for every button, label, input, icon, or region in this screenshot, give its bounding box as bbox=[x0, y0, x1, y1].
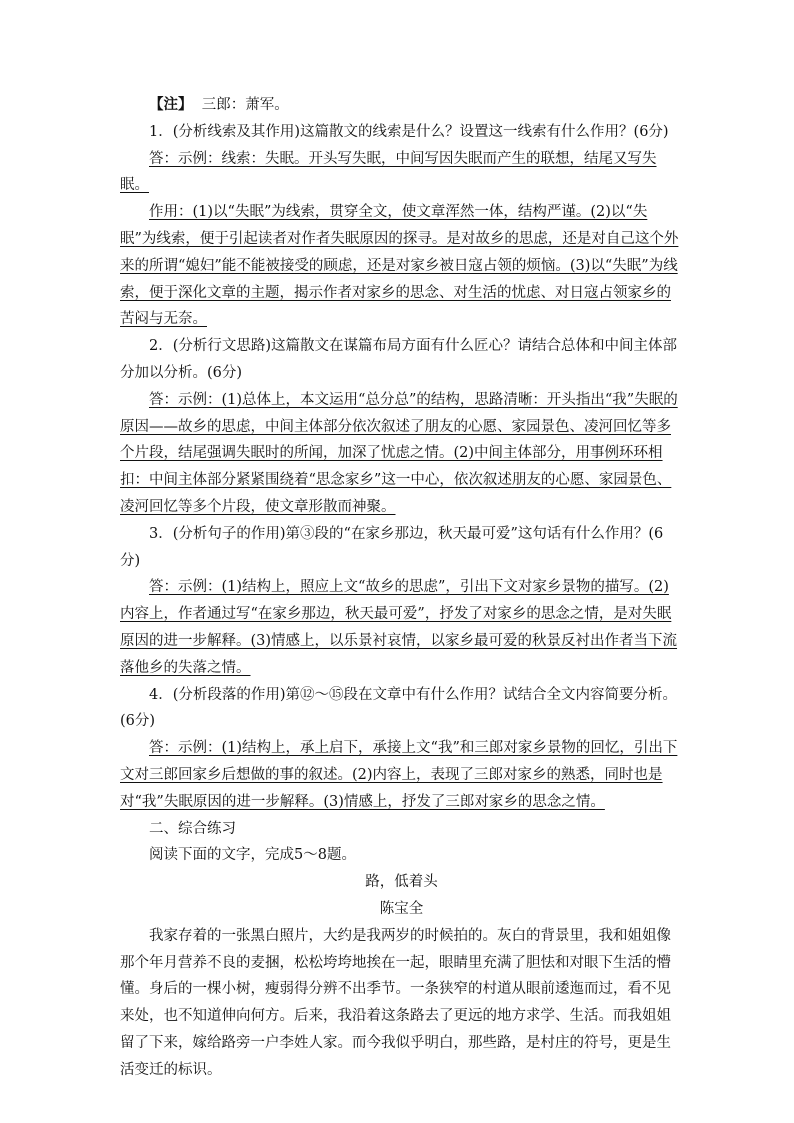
answer-text: 答：示例：(1)结构上，承上启下，承接上文“我”和三郎对家乡景物的回忆，引出下文对三郎回家乡后想做的事的叙述。(2)内容上，表现了三郎对家乡的熟悉，同时也是对“我”失眠原因的进一步解释。(3)情感上，抒发了三郎对家乡的思念之情。 bbox=[120, 740, 678, 810]
answer-text: 答：示例：线索：失眠。开头写失眠，中间写因失眠而产生的联想，结尾又写失眠。 bbox=[120, 150, 657, 194]
answer-3 bbox=[120, 574, 683, 681]
question-1: 1．(分析线索及其作用)这篇散文的线索是什么？设置这一线索有什么作用？(6分) bbox=[149, 123, 669, 140]
answer-text: 答：示例：(1)结构上，照应上文“故乡的思虑”，引出下文对家乡景物的描写。(2)内容上，作者通过写“在家乡那边，秋天最可爱”，抒发了对家乡的思念之情，是对失眠原因的进一步解释。(3)情感上，以乐景衬哀情，以家乡最可爱的秋景反衬出作者当下流落他乡的失落之情。 bbox=[120, 579, 678, 676]
answer-4 bbox=[120, 735, 683, 815]
answer-text: 作用：(1)以“失眠”为线索，贯穿全文，使文章浑然一体，结构严谨。(2)以“失眠”为线索，便于引起读者对作者失眠原因的探寻。是对故乡的思虑，还是对自己这个外来的所谓“媳妇”能不能被接受的顾虑，还是对家乡被日寇占领的烦恼。(3)以“失眠”为线索，便于深化文章的主题，揭示作者对家乡的思念、对生活的忧虑、对日寇占领家乡的苦闷与无奈。 bbox=[120, 204, 679, 328]
section-heading: 二、综合练习 bbox=[149, 820, 236, 837]
article-title: 路，低着头 bbox=[365, 874, 438, 891]
answer-2 bbox=[120, 387, 683, 521]
note-tag: 【注】 bbox=[149, 96, 193, 113]
question-4: 4．(分析段落的作用)第⑫～⑮段在文章中有什么作用？试结合全文内容简要分析。(6分) bbox=[120, 686, 678, 730]
question-3: 3．(分析句子的作用)第③段的“在家乡那边，秋天最可爱”这句话有什么作用？(6分) bbox=[120, 525, 664, 569]
answer-1-function bbox=[120, 199, 683, 333]
answer-1-clue bbox=[120, 146, 683, 200]
answer-text: 答：示例：(1)总体上，本文运用“总分总”的结构，思路清晰：开头指出“我”失眠的原因——故乡的思虑，中间主体部分依次叙述了朋友的心愿、家园景色、凌河回忆等多个片段，结尾强调失眠时的所闻，加深了忧虑之情。(2)中间主体部分，用事例环环相扣：中间主体部分紧紧围绕着“思念家乡”这一中心，依次叙述朋友的心愿、家园景色、凌河回忆等多个片段，使文章形散而神聚。 bbox=[120, 391, 678, 515]
document-page bbox=[120, 92, 683, 1083]
question-2: 2．(分析行文思路)这篇散文在谋篇布局方面有什么匠心？请结合总体和中间主体部分加以分析。(6分) bbox=[120, 338, 678, 381]
note-line bbox=[120, 92, 683, 119]
article-author: 陈宝全 bbox=[379, 900, 424, 917]
note-text: 三郎：萧军。 bbox=[201, 97, 289, 113]
section-instruction: 阅读下面的文字，完成5～8题。 bbox=[149, 847, 356, 864]
article-paragraph: 我家存着的一张黑白照片，大约是我两岁的时候拍的。灰白的背景里，我和姐姐像那个年月营养不良的麦捆，松松垮垮地挨在一起，眼睛里充满了胆怯和对眼下生活的懵懂。身后的一棵小树，瘦弱得分辨不出季节。一条狭窄的村道从眼前逶迤而过，看不见来处，也不知道伸向何方。后来，我沿着这条路去了更远的地方求学、生活。而我姐姐留了下来，嫁给路旁一户李姓人家。而今我似乎明白，那些路，是村庄的符号，更是生活变迁的标识。 bbox=[120, 927, 671, 1078]
